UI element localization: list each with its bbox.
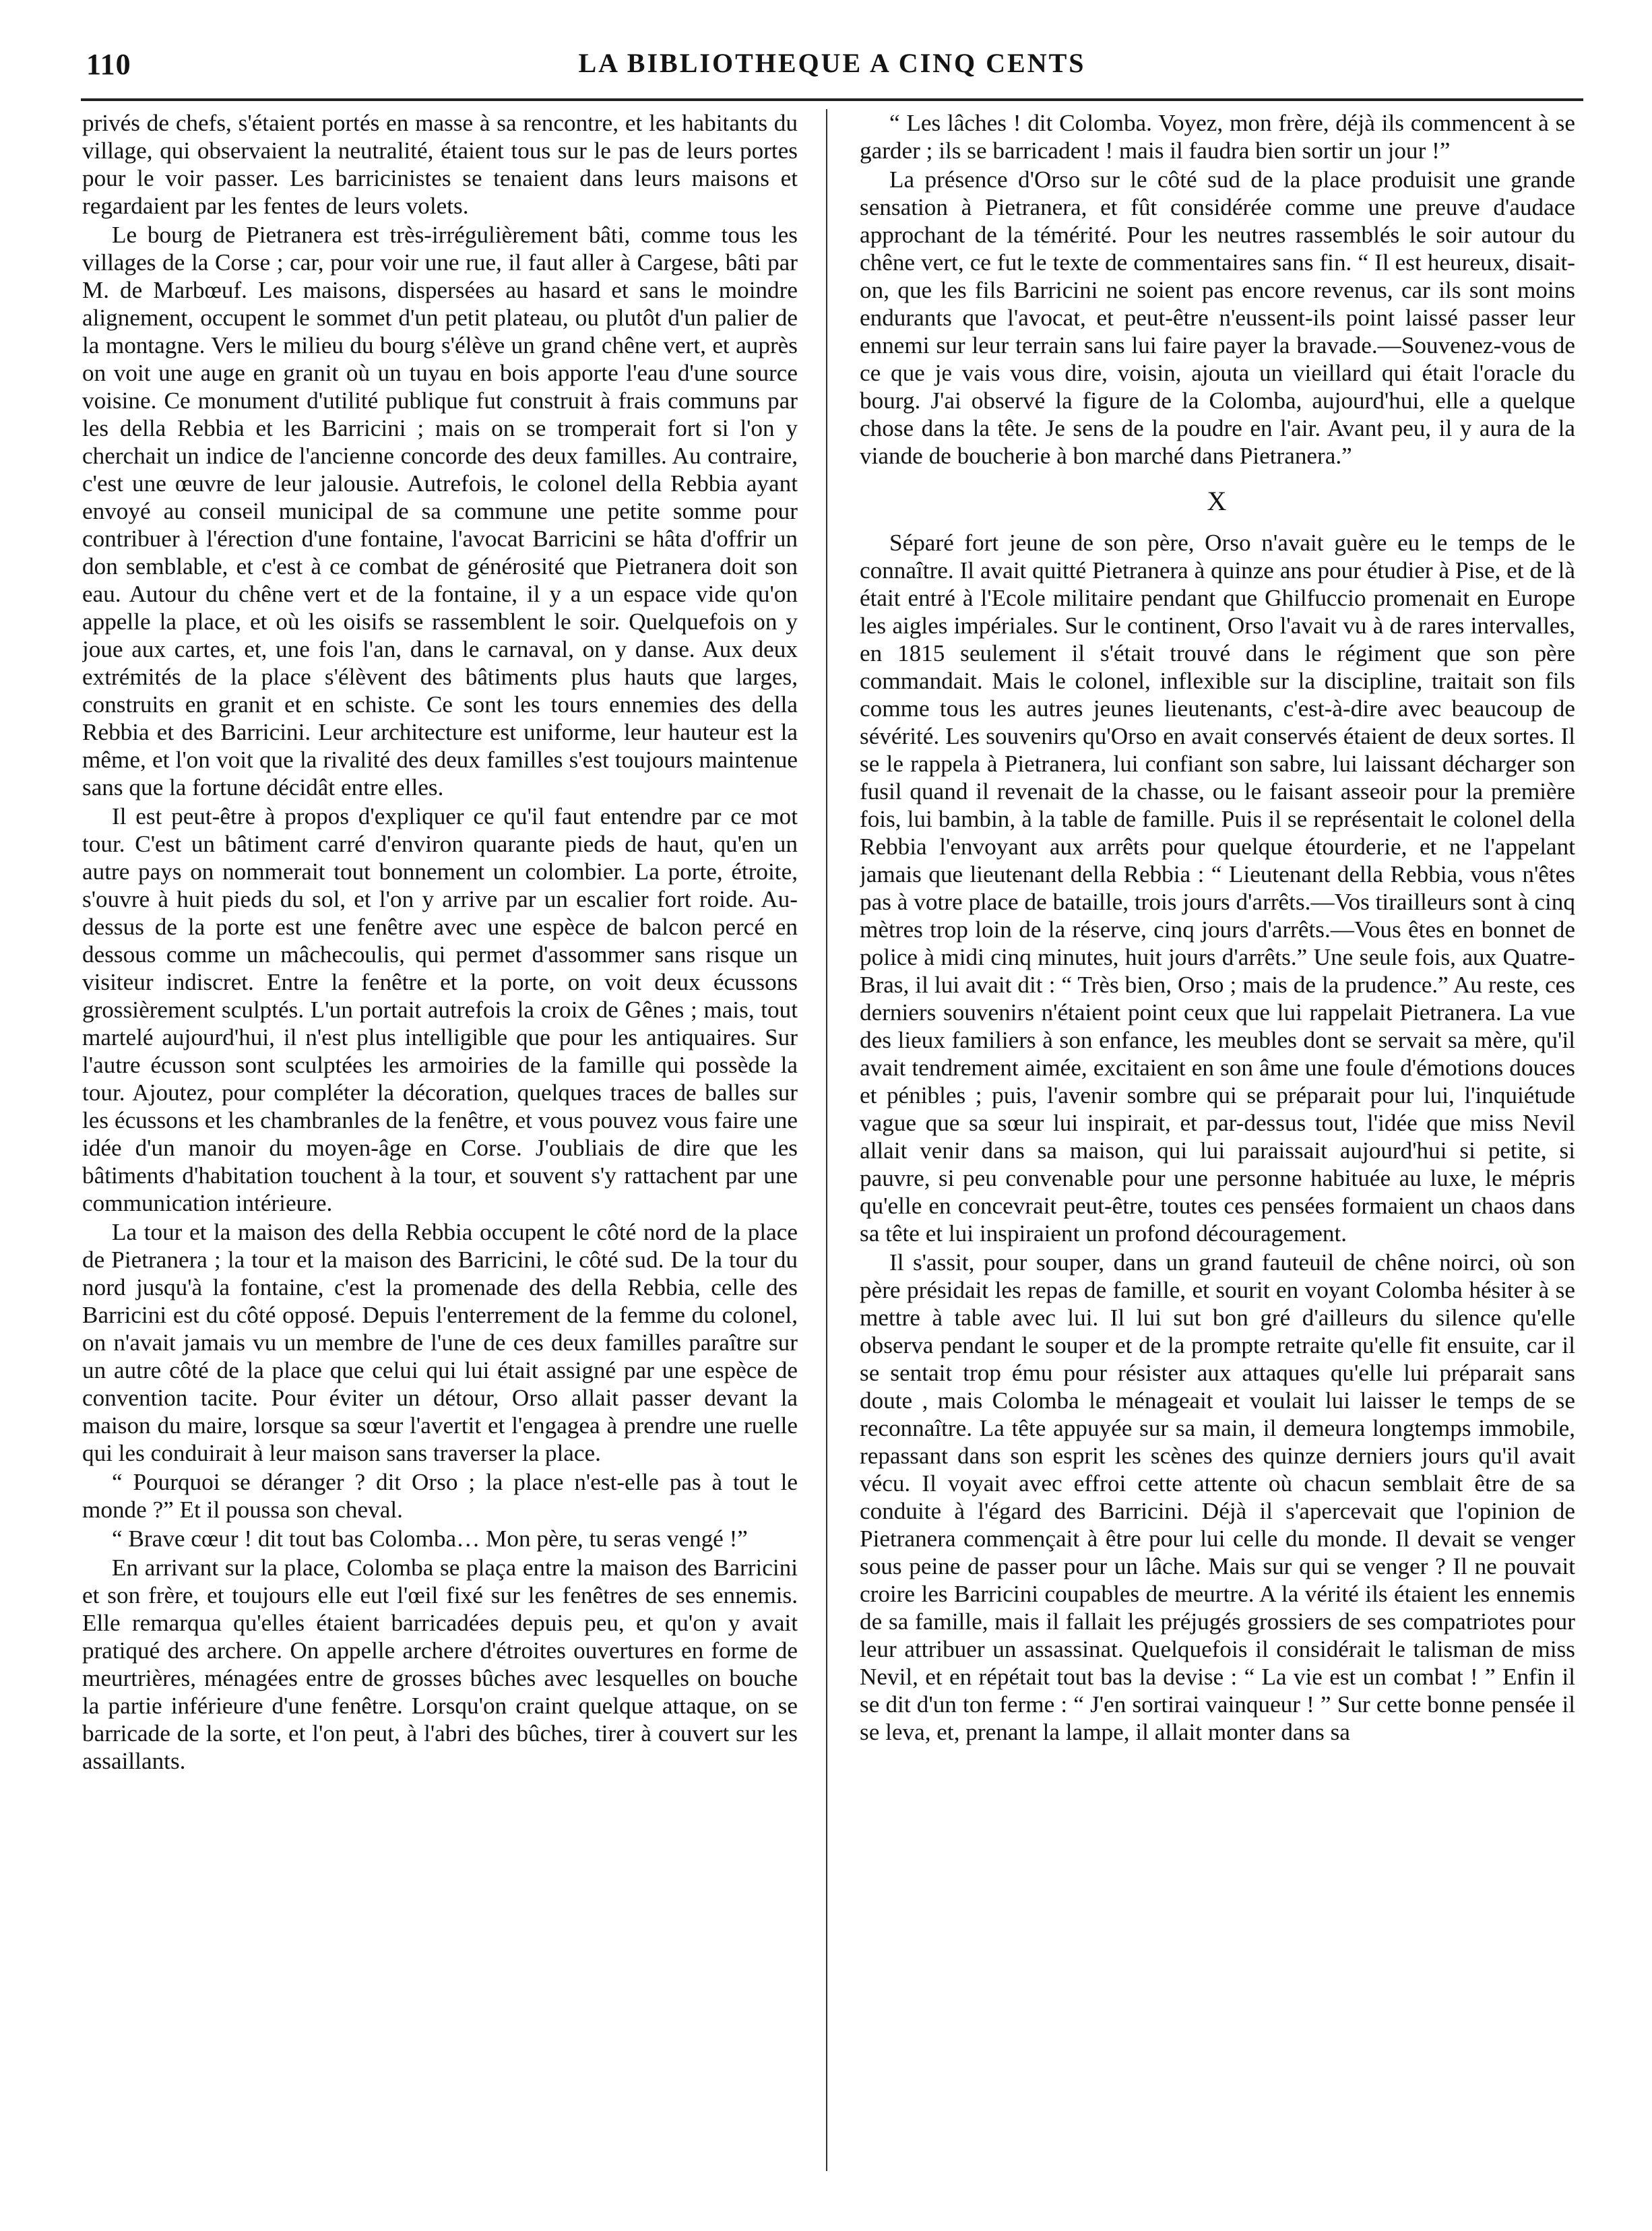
paragraph: Il est peut-être à propos d'expliquer ce qu'il faut entendre par ce mot tour. C'est un bâtiment carré d'environ quarante pieds de haut, qu'en un autre pays on nommerait tout bonnement un colombier. La porte, étroite, s'ouvre à huit pieds du sol, et l'on y arrive par un escalier fort roide. Au-dessus de la porte est une fenêtre avec une espèce de balcon percé en dessous comme un mâchecoulis, qui permet d'assommer sans risque un visiteur indiscret. Entre la fenêtre et la porte, on voit deux écussons grossièrement sculptés. L'un portait autrefois la croix de Gênes ; mais, tout martelé aujourd'hui, il n'est plus intelligible que pour les antiquaires. Sur l'autre écusson sont sculptées les armoiries de la famille qui possède la tour. Ajoutez, pour compléter la décoration, quelques traces de balles sur les écussons et les chambranles de la fenêtre, et vous pouvez vous faire une idée d'un manoir du moyen-âge en Corse. J'oubliais de dire que les bâtiments d'habitation touchent à la tour, et souvent s'y rattachent par une communication intérieure.: [82, 803, 798, 1216]
paragraph: “ Pourquoi se déranger ? dit Orso ; la place n'est-elle pas à tout le monde ?” Et il poussa son cheval.: [82, 1469, 798, 1523]
paragraph: La présence d'Orso sur le côté sud de la place produisit une grande sensation à Pietranera, et fût considérée comme une preuve d'audace approchant de la témérité. Pour les neutres rassemblés le soir autour du chêne vert, ce fut le texte de commentaires sans fin. “ Il est heureux, disait-on, que les fils Barricini ne soient pas encore revenus, car ils sont moins endurants que l'avocat, et peut-être n'eussent-ils point laissé passer leur ennemi sur leur terrain sans lui faire payer la bravade.—Souvenez-vous de ce que je vais vous dire, voisin, ajouta un vieillard qui était l'oracle du bourg. J'ai observé la figure de la Colomba, aujourd'hui, elle a quelque chose dans la tête. Je sens de la poudre en l'air. Avant peu, il y aura de la viande de boucherie à bon marché dans Pietranera.”: [860, 166, 1575, 469]
paragraph: En arrivant sur la place, Colomba se plaça entre la maison des Barricini et son frère, et toujours elle eut l'œil fixé sur les fenêtres de ses ennemis. Elle remarqua qu'elles étaient barricadées depuis peu, et qu'on y avait pratiqué des archere. On appelle archere d'étroites ouvertures en forme de meurtrières, ménagées entre de grosses bûches avec lesquelles on bouche la partie inférieure d'une fenêtre. Lorsqu'on craint quelque attaque, on se barricade de la sorte, et l'on peut, à l'abri des bûches, tirer à couvert sur les assaillants.: [82, 1554, 798, 1774]
paragraph: Le bourg de Pietranera est très-irrégulièrement bâti, comme tous les villages de la Corse ; car, pour voir une rue, il faut aller à Cargese, bâti par M. de Marbœuf. Les maisons, dispersées au hasard et sans le moindre alignement, occupent le sommet d'un petit plateau, ou plutôt d'un palier de la montagne. Vers le milieu du bourg s'élève un grand chêne vert, et auprès on voit une auge en granit où un tuyau en bois apporte l'eau d'une source voisine. Ce monument d'utilité publique fut construit à frais communs par les della Rebbia et les Barricini ; mais on se tromperait fort si l'on y cherchait un indice de l'ancienne concorde des deux familles. Au contraire, c'est une œuvre de leur jalousie. Autrefois, le colonel della Rebbia ayant envoyé au conseil municipal de sa commune une petite somme pour contribuer à l'érection d'une fontaine, l'avocat Barricini se hâta d'offrir un don semblable, et c'est à ce combat de générosité que Pietranera doit son eau. Autour du chêne vert et de la fontaine, il y a un espace vide qu'on appelle la place, et où les oisifs se rassemblent le soir. Quelquefois on y joue aux cartes, et, une fois l'an, dans le carnaval, on y danse. Aux deux extrémités de la place s'élèvent des bâtiments plus hauts que larges, construits en granit et en schiste. Ce sont les tours ennemies des della Rebbia et des Barricini. Leur architecture est uniforme, leur hauteur est la même, et l'on voit que la rivalité des deux familles s'est toujours maintenue sans que la fortune décidât entre elles.: [82, 222, 798, 800]
chapter-heading: X: [1207, 486, 1228, 516]
paragraph: Il s'assit, pour souper, dans un grand fauteuil de chêne noirci, où son père présidait les repas de famille, et sourit en voyant Colomba hésiter à se mettre à table avec lui. Il lui sut bon gré d'ailleurs du silence qu'elle observa pendant le souper et de la prompte retraite qu'elle fit ensuite, car il se sentait trop ému pour résister aux attaques qu'elle lui préparait sans doute , mais Colomba le ménageait et voulait lui laisser le temps de se reconnaître. La tête appuyée sur sa main, il demeura longtemps immobile, repassant dans son esprit les scènes des quinze derniers jours qu'il avait vécu. Il voyait avec effroi cette attente où chacun semblait être de sa conduite à l'égard des Barricini. Déjà il s'apercevait que l'opinion de Pietranera commençait à être pour lui celle du monde. Il devait se venger sous peine de passer pour un lâche. Mais sur qui se venger ? Il ne pouvait croire les Barricini coupables de meurtre. A la vérité ils étaient les ennemis de sa famille, mais il fallait les préjugés grossiers de ses compatriotes pour leur attribuer un assassinat. Quelquefois il considérait le talisman de miss Nevil, et en répétait tout bas la devise : “ La vie est un combat ! ” Enfin il se dit d'un ton ferme : “ J'en sortirai vainqueur ! ” Sur cette bonne pensée il se leva, et, prenant la lampe, il allait monter dans sa: [860, 1249, 1575, 1745]
page-number: 110: [86, 48, 131, 81]
paragraph: privés de chefs, s'étaient portés en masse à sa rencontre, et les habitants du village, qui observaient la neutralité, étaient tous sur le pas de leurs portes pour le voir passer. Les barricinistes se tenaient dans leurs maisons et regardaient par les fentes de leurs volets.: [82, 110, 798, 219]
paragraph: La tour et la maison des della Rebbia occupent le côté nord de la place de Pietranera ; la tour et la maison des Barricini, le côté sud. De la tour du nord jusqu'à la fontaine, c'est la promenade des della Rebbia, celle des Barricini est du côté opposé. Depuis l'enterrement de la femme du colonel, on n'avait jamais vu un membre de l'une de ces deux familles paraître sur un autre côté de la place que celui qui lui était assigné par une espèce de convention tacite. Pour éviter un détour, Orso allait passer devant la maison du maire, lorsque sa sœur l'avertit et l'engagea à prendre une ruelle qui les conduirait à leur maison sans traverser la place.: [82, 1219, 798, 1466]
running-title: LA BIBLIOTHEQUE A CINQ CENTS: [578, 48, 1086, 78]
left-column: [82, 109, 798, 2211]
header-rule: [81, 98, 1583, 101]
paragraph: “ Brave cœur ! dit tout bas Colomba… Mon père, tu seras vengé !”: [112, 1526, 748, 1552]
paragraph: Séparé fort jeune de son père, Orso n'avait guère eu le temps de le connaître. Il avait quitté Pietranera à quinze ans pour étudier à Pise, et de là était entré à l'Ecole militaire pendant que Ghilfuccio promenait en Europe les aigles impériales. Sur le continent, Orso l'avait vu à de rares intervalles, en 1815 seulement il s'était trouvé dans le régiment que son père commandait. Mais le colonel, inflexible sur la discipline, traitait son fils comme tous les autres jeunes lieutenants, c'est-à-dire avec beaucoup de sévérité. Les souvenirs qu'Orso en avait conservés étaient de deux sortes. Il se le rappela à Pietranera, lui confiant son sabre, lui laissant décharger son fusil quand il revenait de la chasse, ou le faisant asseoir pour la première fois, lui bambin, à la table de famille. Puis il se représentait le colonel della Rebbia l'envoyant aux arrêts pour quelque étourderie, et ne l'appelant jamais que lieutenant della Rebbia : “ Lieutenant della Rebbia, vous n'êtes pas à votre place de bataille, trois jours d'arrêts.—Vos tirailleurs sont à cinq mètres trop loin de la réserve, cinq jours d'arrêts.—Vous êtes en bonnet de police à midi cinq minutes, huit jours d'arrêts.” Une seule fois, aux Quatre-Bras, il lui avait dit : “ Très bien, Orso ; mais de la prudence.” Au reste, ces derniers souvenirs n'étaient point ceux que lui rappelait Pietranera. La vue des lieux familiers à son enfance, les meubles dont se servait sa mère, qu'il avait tendrement aimée, excitaient en son âme une foule d'émotions douces et pénibles ; puis, l'avenir sombre qui se préparait pour lui, l'inquiétude vague que sa sœur lui inspirait, et par-dessus tout, l'idée que miss Nevil allait venir dans sa maison, qui lui paraissait aujourd'hui si petite, si pauvre, si peu convenable pour une personne habituée au luxe, le mépris qu'elle en concevrait peut-être, toutes ces pensées formaient un chaos dans sa tête et lui inspiraient un profond découragement.: [860, 530, 1575, 1247]
paragraph: “ Les lâches ! dit Colomba. Voyez, mon frère, déjà ils commencent à se garder ; ils se barricadent ! mais il faudra bien sortir un jour !”: [860, 110, 1575, 164]
page-header: [81, 42, 1583, 96]
right-column: [860, 109, 1575, 2211]
column-divider: [826, 109, 827, 2171]
